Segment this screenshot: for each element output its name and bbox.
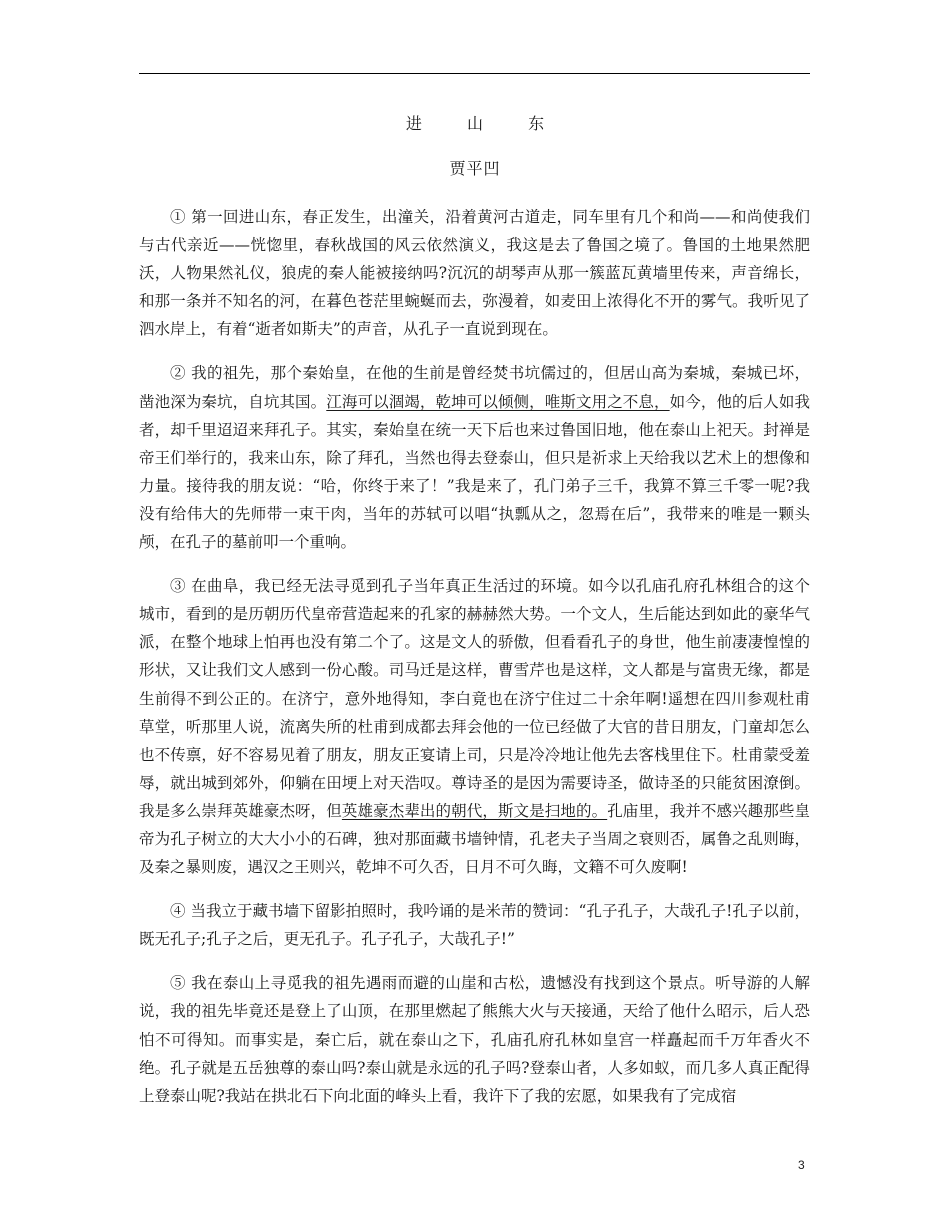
underlined-sentence: 江海可以涸竭，乾坤可以倾侧，唯斯文用之不息， — [326, 392, 670, 411]
paragraph-5 — [139, 969, 810, 1109]
paragraph-text: 如今，他的后人如我者，却千里迢迢来拜孔子。其实，秦始皇在统一天下后也来过鲁国旧地，他在泰山上祀天。封禅是帝王们举行的，我来山东，除了拜孔，当然也得去登泰山，但只是祈求上天给我以艺术上的想像和力量。接待我的朋友说：“哈，你终于来了！”我是来了，孔门弟子三千，我算不算三千零一呢?我没有给伟大的先师带一束干肉，当年的苏轼可以唱“执瓢从之，忽焉在后”，我带来的唯是一颗头颅，在孔子的墓前叩一个重响。 — [139, 392, 810, 552]
paragraph-text: ① 第一回进山东，春正发生，出潼关，沿着黄河古道走，同车里有几个和尚——和尚使我们与古代亲近——恍惚里，春秋战国的风云依然演义，我这是去了鲁国之境了。鲁国的土地果然肥沃，人物果然礼仪，狼虎的秦人能被接纳吗?沉沉的胡琴声从那一簇蓝瓦黄墙里传来，声音绵长，和那一条并不知名的河，在暮色苍茫里蜿蜒而去，弥漫着，如麦田上浓得化不开的雾气。我听见了泗水岸上，有着“逝者如斯夫”的声音，从孔子一直说到现在。 — [139, 208, 810, 339]
paragraph-2 — [139, 359, 810, 556]
paragraph-text: 孔庙里，我并不感兴趣那些皇帝为孔子树立的大大小小的石碑，独对那面藏书墙钟情，孔老夫子当周之衰则否，属鲁之乱则晦，及秦之暴则废，遇汉之王则兴，乾坤不可久否，日月不可久晦，文籍不可久废啊! — [139, 801, 810, 877]
paragraph-text: ③ 在曲阜，我已经无法寻觅到孔子当年真正生活过的环境。如今以孔庙孔府孔林组合的这个城市，看到的是历朝历代皇帝营造起来的孔家的赫赫然大势。一个文人，生后能达到如此的豪华气派，在整个地球上怕再也没有第二个了。这是文人的骄傲，但看看孔子的身世，他生前凄凄惶惶的形状，又让我们文人感到一份心酸。司马迁是这样，曹雪芹也是这样，文人都是与富贵无缘，都是生前得不到公正的。在济宁，意外地得知，李白竟也在济宁住过二十余年啊!遥想在四川参观杜甫草堂，听那里人说，流离失所的杜甫到成都去拜会他的一位已经做了大官的昔日朋友，门童却怎么也不传禀，好不容易见着了朋友，朋友正宴请上司，只是冷冷地让他先去客栈里住下。杜甫蒙受羞辱，就出城到郊外，仰躺在田埂上对天浩叹。尊诗圣的是因为需要诗圣，做诗圣的只能贫困潦倒。我是多么崇拜英雄豪杰呀，但 — [139, 577, 810, 820]
page-number: 3 — [798, 1158, 805, 1172]
document-body — [139, 203, 810, 1126]
paragraph-1 — [139, 203, 810, 343]
paragraph-text: ⑤ 我在泰山上寻觅我的祖先遇雨而避的山崖和古松，遗憾没有找到这个景点。听导游的人解说，我的祖先毕竟还是登上了山顶，在那里燃起了熊熊大火与天接通，天给了他什么昭示，后人恐怕不可得知。而事实是，秦亡后，就在泰山之下，孔庙孔府孔林如皇宫一样矗起而千万年香火不绝。孔子就是五岳独尊的泰山吗?泰山就是永远的孔子吗?登泰山者，人多如蚁，而几多人真正配得上登泰山呢?我站在拱北石下向北面的峰头上看，我许下了我的宏愿，如果我有了完成宿 — [139, 974, 810, 1105]
paragraph-text: ② 我的祖先，那个秦始皇，在他的生前是曾经焚书坑儒过的，但居山高为秦城，秦城已坏，凿池深为秦坑，自坑其国。 — [139, 364, 810, 411]
paragraph-3 — [139, 572, 810, 881]
header-rule — [139, 73, 810, 74]
underlined-sentence: 英雄豪杰辈出的朝代，斯文是扫地的。 — [341, 801, 608, 820]
document-author: 贾平凹 — [449, 159, 501, 178]
paragraph-text: ④ 当我立于藏书墙下留影拍照时，我吟诵的是米芾的赞词：“孔子孔子，大哉孔子!孔子以前，既无孔子;孔子之后，更无孔子。孔子孔子，大哉孔子!” — [139, 902, 810, 949]
paragraph-4 — [139, 897, 810, 953]
document-title: 进 山 东 — [405, 114, 565, 133]
